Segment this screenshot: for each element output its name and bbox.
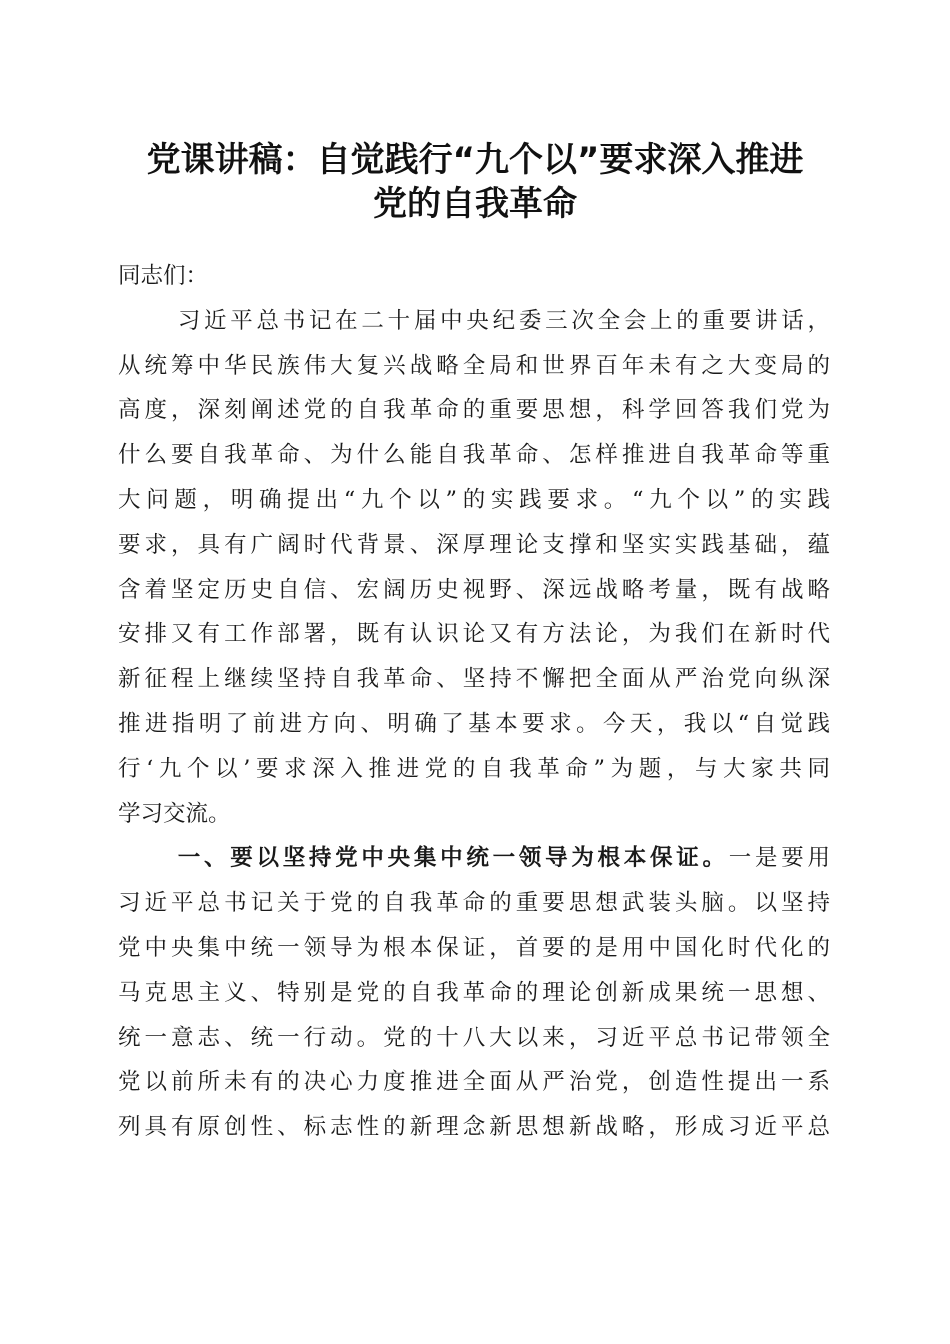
- paragraph-line: 要求，具有广阔时代背景、深厚理论支撑和坚实实践基础，蕴: [118, 531, 830, 558]
- paragraph-line: 高度，深刻阐述党的自我革命的重要思想，科学回答我们党为: [118, 397, 830, 424]
- paragraph-line: 统一意志、统一行动。党的十八大以来，习近平总书记带领全: [118, 1024, 830, 1051]
- paragraph-line: 含着坚定历史自信、宏阔历史视野、深远战略考量，既有战略: [118, 576, 830, 603]
- section-1-first-line-text: 一是要用: [728, 845, 830, 872]
- paragraph-line: 习近平总书记关于党的自我革命的重要思想武装头脑。以坚持: [118, 890, 830, 917]
- paragraph-line: 马克思主义、特别是党的自我革命的理论创新成果统一思想、: [118, 979, 830, 1006]
- title-line-2: 党的自我革命: [373, 184, 577, 224]
- section-1: [118, 836, 830, 1150]
- paragraph-line: 推进指明了前进方向、明确了基本要求。今天，我以“自觉践: [118, 710, 830, 737]
- paragraph-intro: [118, 299, 830, 837]
- document-body: [118, 254, 830, 1150]
- greeting: 同志们：: [118, 263, 209, 289]
- paragraph-line: 大问题，明确提出“九个以”的实践要求。“九个以”的实践: [118, 486, 830, 513]
- paragraph-line: 安排又有工作部署，既有认识论又有方法论，为我们在新时代: [118, 621, 830, 648]
- paragraph-line: 党中央集中统一领导为根本保证，首要的是用中国化时代化的: [118, 934, 830, 961]
- paragraph-line: [118, 299, 830, 344]
- title-line-1: 党课讲稿：自觉践行“九个以”要求深入推进: [146, 140, 804, 180]
- paragraph-line: 学习交流。: [118, 800, 231, 827]
- paragraph-line: 从统筹中华民族伟大复兴战略全局和世界百年未有之大变局的: [118, 352, 830, 379]
- paragraph-line: 新征程上继续坚持自我革命、坚持不懈把全面从严治党向纵深: [118, 666, 830, 693]
- document-title: [60, 138, 890, 226]
- paragraph-line-text: 习近平总书记在二十届中央纪委三次全会上的重要讲话，: [174, 307, 830, 334]
- paragraph-line: 什么要自我革命、为什么能自我革命、怎样推进自我革命等重: [118, 442, 830, 469]
- paragraph-line: 行‘九个以’要求深入推进党的自我革命”为题，与大家共同: [118, 755, 830, 782]
- section-1-first-line: [118, 836, 830, 881]
- section-1-heading: 一、要以坚持党中央集中统一领导为根本保证。: [174, 845, 729, 872]
- paragraph-line: 列具有原创性、标志性的新理念新思想新战略，形成习近平总: [118, 1114, 830, 1141]
- paragraph-line: 党以前所未有的决心力度推进全面从严治党，创造性提出一系: [118, 1069, 830, 1096]
